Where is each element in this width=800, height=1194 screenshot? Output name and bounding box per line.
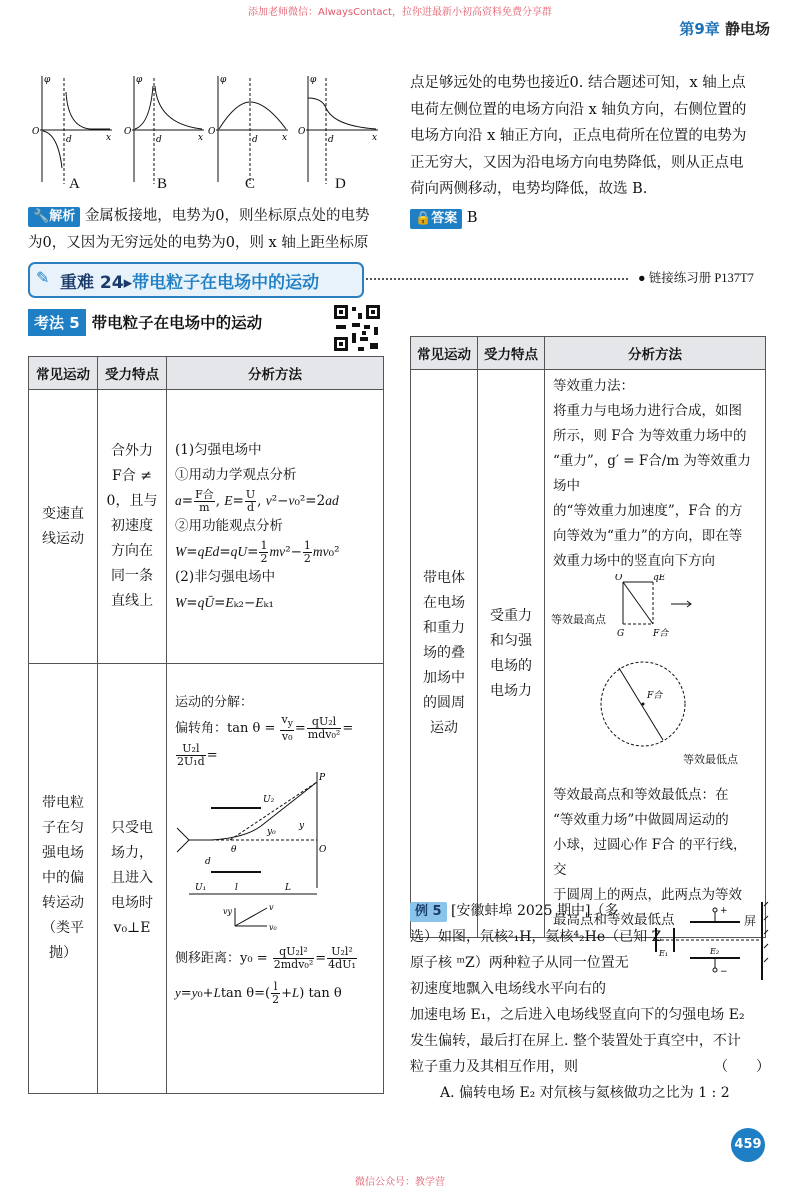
r-row-motion: 带电体在电场和重力场的叠加场中的圆周运动 — [411, 370, 478, 938]
row2-motion: 带电粒子在匀强电场中的偏转运动（类平抛） — [29, 664, 98, 1094]
chapter-header — [679, 18, 770, 39]
formula-3: W=qŪ=Eₖ₂−Eₖ₁ — [175, 594, 274, 611]
svg-text:O: O — [298, 127, 306, 137]
wrench-icon: 🔧 — [33, 209, 50, 224]
col-header-force: 受力特点 — [98, 357, 167, 390]
svg-text:d: d — [252, 135, 258, 145]
svg-text:O: O — [319, 845, 327, 856]
kaofa-label: 考法 5 — [28, 309, 86, 336]
svg-text:vy: vy — [223, 907, 233, 917]
svg-text:O: O — [615, 574, 623, 583]
svg-text:P: P — [319, 773, 326, 784]
lowest-point-label: 等效最低点 — [683, 753, 738, 766]
graph-c — [206, 72, 290, 192]
answer-tag: 🔒答案 — [410, 209, 462, 229]
example-line: 初速度地飘入电场线水平向右的 — [410, 981, 606, 997]
graph-label-d: D — [335, 176, 346, 192]
r-col-header-method: 分析方法 — [545, 337, 766, 370]
analysis-tag: 🔧解析 — [28, 207, 80, 227]
svg-text:L: L — [285, 883, 291, 894]
example-line: [安徽蚌埠 2025 期中]（多 — [451, 903, 619, 919]
right-line: 电场方向沿 x 轴正方向，正点电荷所在位置的电势为 — [410, 128, 747, 144]
analysis-line-1: 金属板接地，电势为0，则坐标原点处的电势 — [84, 208, 370, 224]
workbook-link[interactable]: ● 链接练习册 P137T7 — [638, 271, 754, 285]
svg-text:φ: φ — [136, 75, 143, 85]
svg-text:F合: F合 — [653, 629, 669, 639]
svg-text:y₀: y₀ — [267, 827, 276, 838]
svg-text:U₁: U₁ — [195, 883, 207, 894]
svg-text:φ: φ — [220, 75, 227, 85]
svg-text:U₂: U₂ — [263, 795, 275, 806]
svg-text:φ: φ — [310, 75, 317, 85]
r-row-method: 等效重力法： 将重力与电场力进行合成，如图 所示，则 F合 为等效重力场中的 “重力”，g′ = F合/m 为等效重力场中 的“等效重力加速度”，F合 的方 向等效为“重力”的方向，即在等 效重力场中的竖直向下方向 O qE G F合 F合 等效最高点 等效最低点 等效最高点和等效最低点：在 “等效重力场”中做圆周运动的 小球，过圆心作 F合 的平行线，交 于圆周上的两点，此两点为等效 最高点和等效最低点 — [545, 370, 766, 938]
svg-text:d: d — [156, 135, 162, 145]
svg-text:v₀: v₀ — [269, 923, 277, 933]
banner-title: 重难 24▸带电粒子在电场中的运动 — [60, 273, 320, 293]
svg-text:x: x — [106, 133, 112, 143]
deflection-diagram — [175, 768, 365, 938]
svg-text:O: O — [124, 127, 132, 137]
svg-text:E₁: E₁ — [659, 949, 669, 958]
chapter-number: 第9章 — [679, 20, 720, 38]
row1-motion: 变速直线运动 — [29, 390, 98, 664]
page-number: 459 — [731, 1128, 765, 1162]
svg-text:+: + — [720, 906, 728, 916]
lock-icon: 🔒 — [415, 210, 432, 226]
example-line: 原子核 ᵐZ）两种粒子从同一位置无 — [410, 955, 629, 971]
pen-icon: ✎ — [36, 268, 50, 287]
svg-text:O: O — [208, 127, 216, 137]
watermark-note: 添加老师微信：AlwaysContact，拉你进最新小初高资料免费分享群 — [248, 7, 552, 18]
svg-text:qE: qE — [653, 574, 666, 583]
svg-text:x: x — [198, 133, 204, 143]
right-line: 点足够远处的电势也接近0. 结合题述可知，x 轴上点 — [410, 75, 746, 91]
option-a: A. 偏转电场 E₂ 对氘核与氦核做功之比为 1 : 2 — [440, 1085, 730, 1101]
formula-y0: 侧移距离：y₀ = $\frac{\text{qU₂l²}}{\text{2mdv₀²}}$ = $\frac{\text{U₂l²}}{\text{4dU₁}}$ — [175, 945, 356, 972]
right-line: 荷向两侧移动，电势均降低，故选 B. — [410, 181, 648, 197]
r-row-force: 受重力和匀强电场的电场力 — [478, 370, 545, 938]
screen-label: 屏 — [744, 914, 757, 928]
section-banner — [28, 262, 364, 298]
formula-tan: 偏转角：tan θ = $\frac{v_y}{\text{v₀}}$ = $\frac{\text{qU₂l}}{\text{mdv₀²}}$ = $\frac{\text{U₂l}}{\text{2U₁d}}$ = — [175, 713, 354, 769]
svg-text:x: x — [372, 133, 378, 143]
formula-y: y=y₀+Ltan θ=( $\frac{l}{2}$ +L) tan θ — [175, 980, 342, 1007]
row2-method: 运动的分解： 偏转角：tan θ = $\frac{v_y}{\text{v₀}}$ = $\frac{\text{qU₂l}}{\text{mdv₀²}}$ = $\frac{\text{U₂l}}{\text{2U₁d}}$ = U₂ y y₀ θ d P O U₁ l L vy v v₀ 侧移距离：y₀ = $\frac{\text{qU₂l²}}{\text{2mdv₀²}}$ = $\frac{\text{U₂l²}}{\text{4dU₁}}$ y=y₀+Ltan θ=( $\frac{l}{2}$ +L) tan θ — [167, 664, 384, 1094]
svg-text:d: d — [205, 857, 211, 868]
svg-text:φ: φ — [44, 75, 51, 85]
graph-label-a: A — [69, 176, 80, 192]
svg-text:−: − — [720, 967, 728, 977]
answer-value: B — [466, 209, 478, 226]
left-table — [28, 356, 384, 1094]
svg-text:G: G — [617, 629, 625, 639]
analysis-line-2: 为0，又因为无穷远处的电势为0，则 x 轴上距坐标原 — [28, 234, 369, 251]
r-col-header-motion: 常见运动 — [411, 337, 478, 370]
row1-force: 合外力 F合 ≠ 0，且与初速度方向在同一条直线上 — [98, 390, 167, 664]
example-line: 选）如图，氘核²₁H，氦核⁴₂He（已知 Z — [410, 929, 662, 945]
row2-force: 只受电场力，且进入电场时 v₀⊥E — [98, 664, 167, 1094]
example-line: 粒子重力及其相互作用，则 （ ） — [410, 1054, 770, 1080]
example-line: 发生偏转，最后打在屏上. 整个装置处于真空中，不计 — [410, 1033, 741, 1049]
svg-text:l: l — [235, 883, 238, 894]
formula-2: W=qEd=qU= $\frac{1}{2}$ mv²− $\frac{1}{2}$ mv₀² — [175, 538, 340, 565]
graph-d — [296, 72, 380, 192]
kaofa-title: 带电粒子在电场中的运动 — [91, 314, 263, 332]
svg-text:θ: θ — [231, 845, 237, 856]
col-header-method: 分析方法 — [167, 357, 384, 390]
svg-text:d: d — [66, 135, 72, 145]
qr-code-icon[interactable] — [332, 303, 382, 353]
graph-b — [122, 72, 206, 192]
right-line: 电荷左侧位置的电场方向沿 x 轴负方向，右侧位置的 — [410, 101, 747, 118]
equivalent-gravity-diagram — [553, 574, 743, 774]
graph-a — [30, 72, 114, 192]
row1-method: (1)匀强电场中 ①用动力学观点分析 a= $\frac{\text{F合}}{m}$ , E= $\frac{U}{d}$ , v²−v₀²=2ad ②用功能观点分析 W=qEd=qU= $\frac{1}{2}$ mv²− $\frac{1}{2}$ mv₀² (2)非匀强电场中 W=qŪ=Eₖ₂−Eₖ₁ — [167, 390, 384, 664]
svg-text:x: x — [282, 133, 288, 143]
example-line: 加速电场 E₁，之后进入电场线竖直向下的匀强电场 E₂ — [410, 1007, 745, 1023]
formula-1: a= $\frac{\text{F合}}{m}$ , E= $\frac{U}{d}$ , v²−v₀²=2ad — [175, 487, 339, 514]
svg-text:O: O — [32, 127, 40, 137]
example-tag: 例 5 — [410, 902, 447, 922]
svg-text:v: v — [269, 903, 274, 913]
chapter-title: 静电场 — [724, 20, 770, 38]
svg-text:F合: F合 — [647, 691, 663, 701]
highest-point-label: 等效最高点 — [551, 613, 606, 626]
svg-text:y: y — [299, 821, 305, 832]
svg-text:E₂: E₂ — [710, 947, 720, 956]
answer-blank: （ ） — [714, 1059, 770, 1075]
right-line: 正无穷大，又因为沿电场方向电势降低，则从正点电 — [410, 154, 744, 171]
col-header-motion: 常见运动 — [29, 357, 98, 390]
dotted-divider — [366, 278, 628, 280]
r-col-header-force: 受力特点 — [478, 337, 545, 370]
footer-note: 微信公众号：教学营 — [355, 1177, 445, 1188]
graph-label-c: C — [245, 176, 256, 192]
right-table-body — [410, 336, 766, 938]
right-text-block — [410, 70, 772, 231]
kaofa-heading — [28, 309, 262, 337]
analysis-block — [28, 203, 388, 256]
svg-text:d: d — [328, 135, 334, 145]
graph-label-b: B — [157, 176, 168, 192]
